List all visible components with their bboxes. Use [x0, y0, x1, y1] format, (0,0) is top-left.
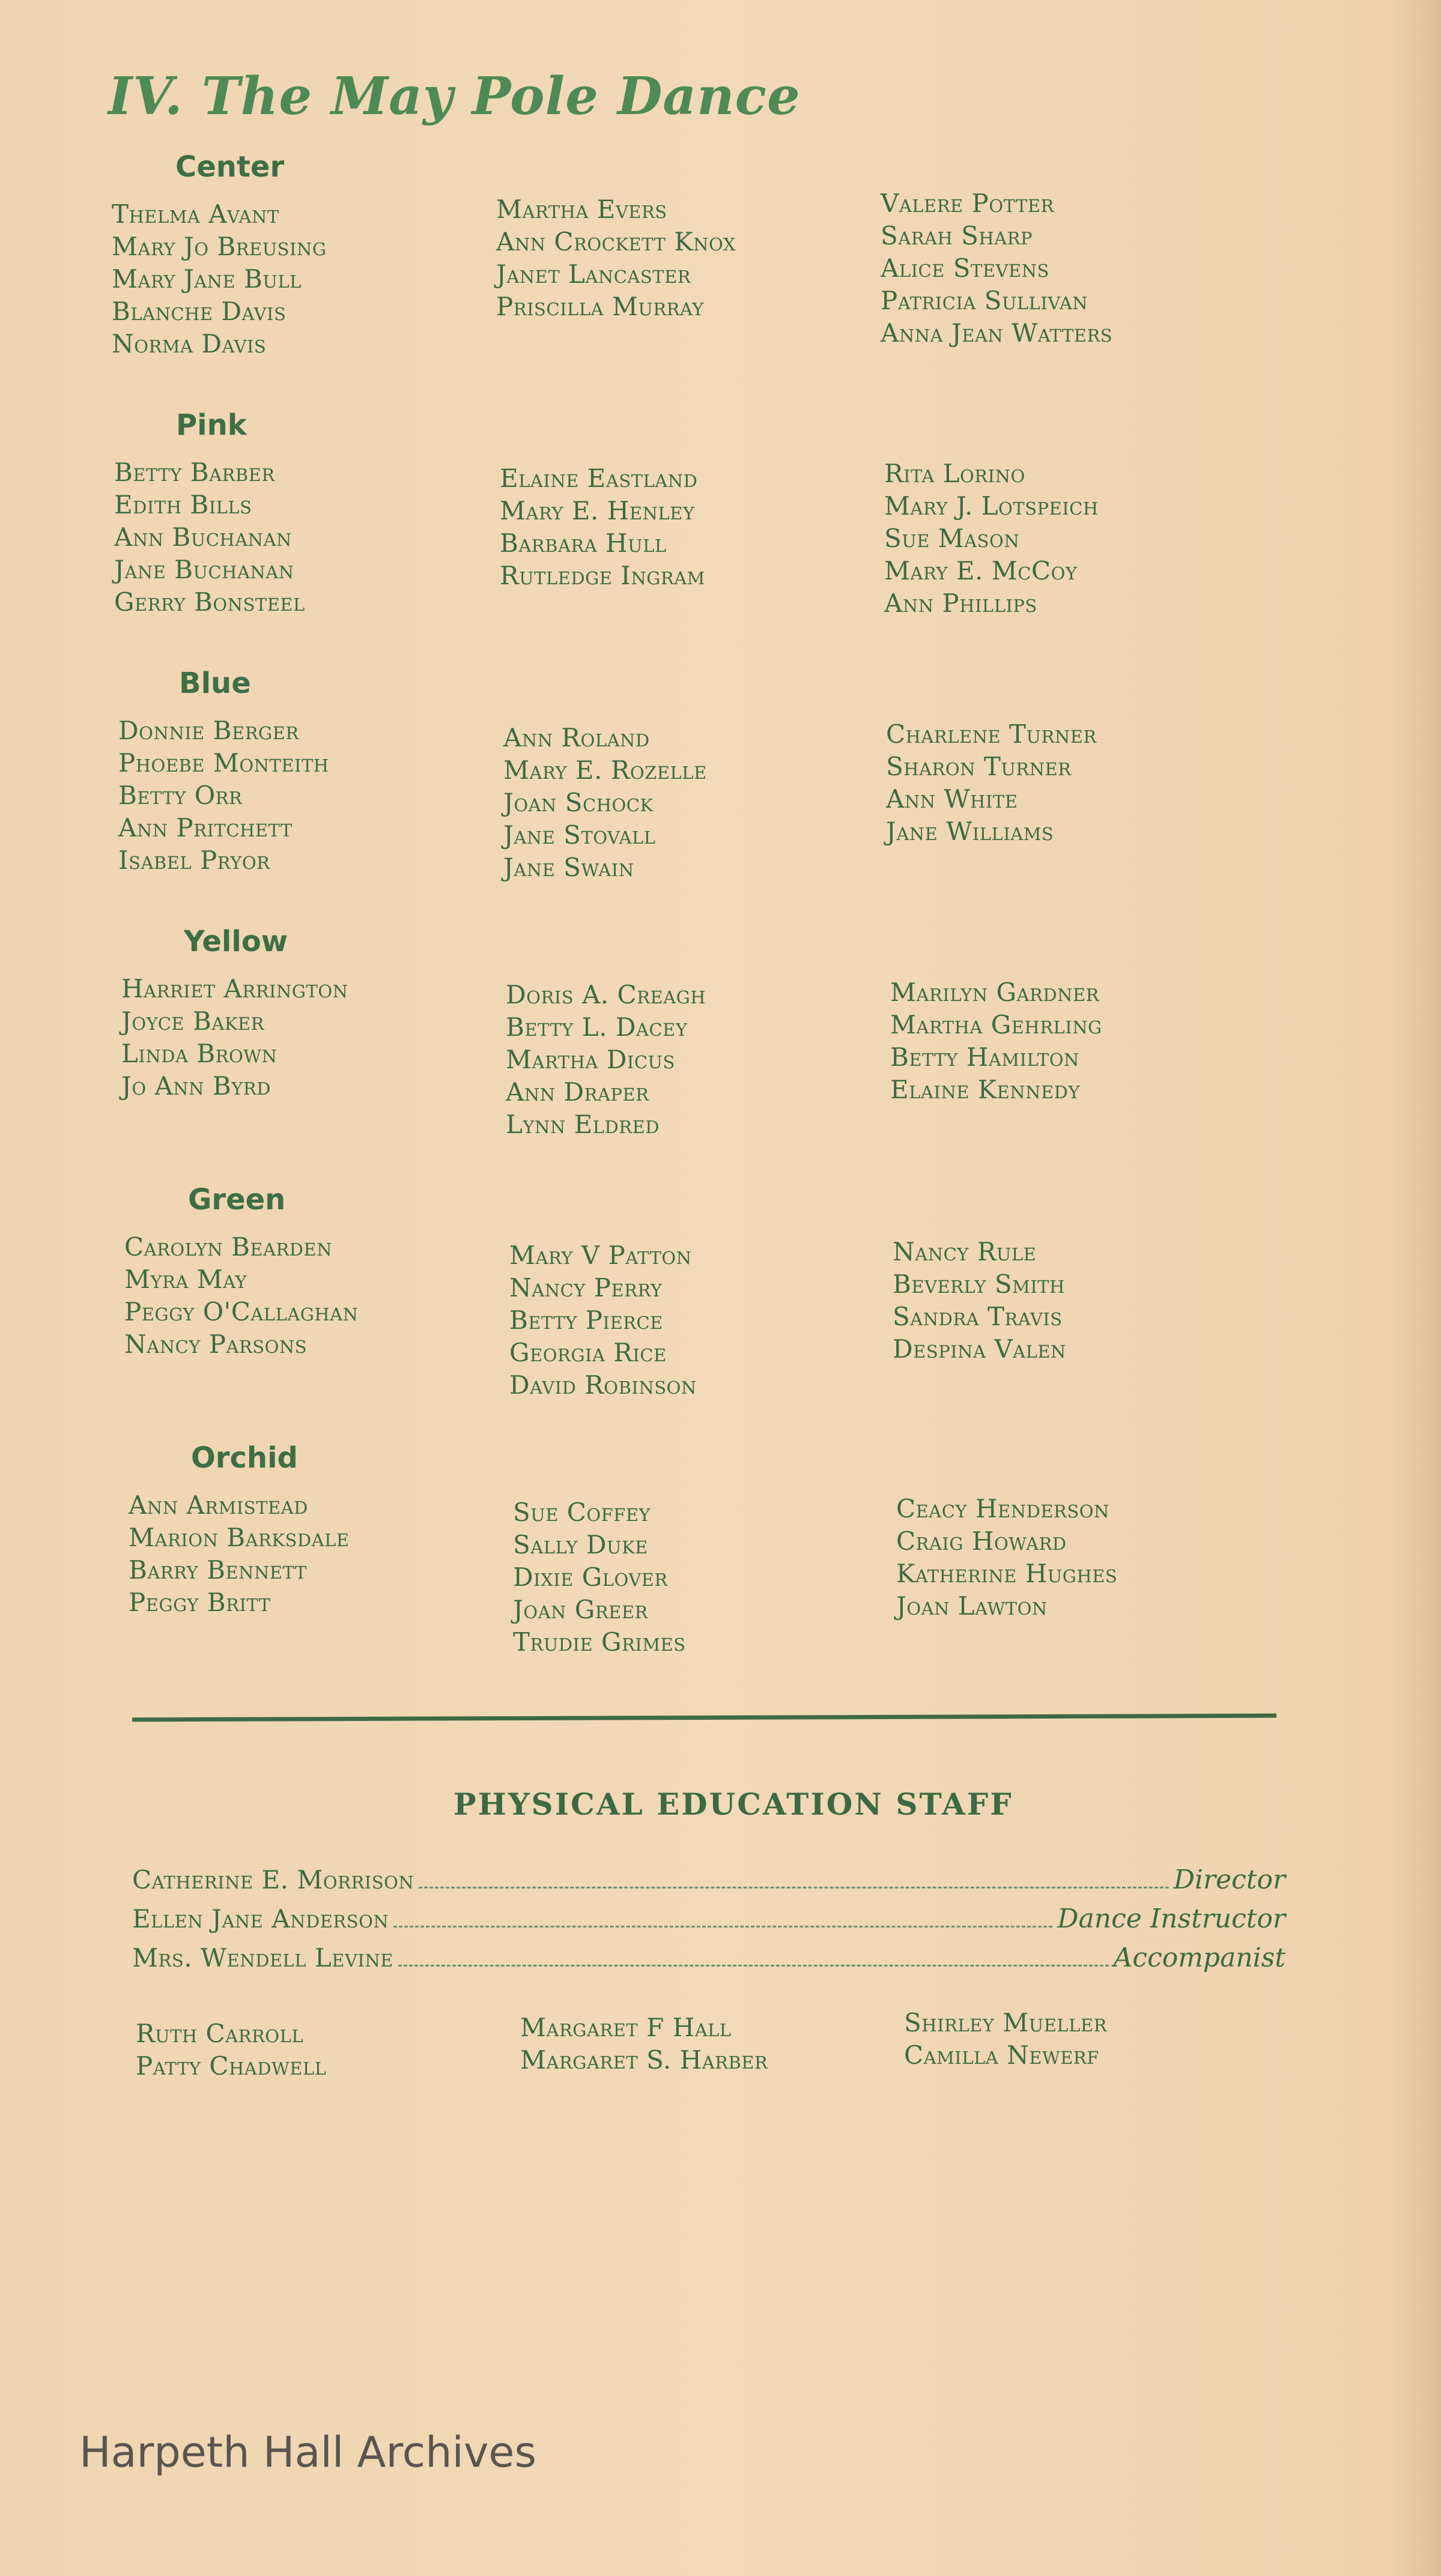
participant-name: Rutledge Ingram: [500, 561, 705, 590]
participant-name: David Robinson: [509, 1370, 697, 1400]
participant-name: Myra May: [124, 1265, 247, 1294]
participant-name: Katherine Hughes: [896, 1559, 1118, 1588]
participant-name: Betty Hamilton: [890, 1042, 1079, 1072]
participant-name: Patricia Sullivan: [881, 286, 1088, 315]
participant-name: Joan Lawton: [896, 1591, 1048, 1621]
name-column: [896, 1493, 1281, 1622]
name-column: [884, 458, 1269, 620]
participant-name: Nancy Rule: [893, 1237, 1037, 1266]
staff-role-line: [132, 1864, 1285, 1900]
participant-name: Marilyn Gardner: [890, 978, 1099, 1007]
participant-name: Jane Buchanan: [114, 555, 294, 584]
participant-name: Barbara Hull: [500, 528, 667, 558]
participant-name: Thelma Avant: [112, 199, 279, 229]
name-column: [124, 1231, 509, 1361]
participant-name: Ann Draper: [506, 1077, 649, 1107]
participant-name: Ann Roland: [503, 723, 650, 752]
staff-member-name: Camilla Newerf: [904, 2040, 1099, 2070]
staff-name: Mrs. Wendell Levine: [132, 1943, 393, 1973]
participant-name: Janet Lancaster: [496, 259, 691, 289]
participant-name: Anna Jean Watters: [881, 318, 1113, 348]
participant-name: Trudie Grimes: [513, 1627, 686, 1657]
name-column: [506, 979, 890, 1141]
name-column: [118, 715, 503, 877]
participant-name: Mary Jo Breusing: [112, 232, 327, 261]
name-column: [886, 718, 1270, 848]
participant-name: Blanche Davis: [112, 297, 287, 326]
staff-role-line: [132, 1943, 1285, 1979]
participant-name: Dixie Glover: [513, 1562, 668, 1592]
participant-name: Ann Pritchett: [118, 813, 293, 842]
name-column: [881, 187, 1265, 349]
group-label: Green: [188, 1183, 286, 1217]
name-column: [509, 1239, 894, 1401]
participant-name: Carolyn Bearden: [124, 1232, 333, 1262]
participant-name: Mary E. McCoy: [884, 556, 1078, 585]
staff-role-line: [132, 1903, 1285, 1940]
staff-name: Ellen Jane Anderson: [132, 1904, 389, 1934]
participant-name: Priscilla Murray: [496, 292, 704, 321]
staff-role: Director: [1173, 1864, 1285, 1895]
participant-name: Ann Crockett Knox: [496, 227, 736, 256]
group-label: Center: [175, 150, 285, 184]
staff-member-column: [904, 2007, 1288, 2072]
group-label: Yellow: [184, 925, 288, 958]
participant-name: Norma Davis: [112, 329, 267, 358]
group-label: Orchid: [191, 1441, 298, 1475]
participant-name: Ann Armistead: [129, 1490, 308, 1520]
participant-name: Betty Barber: [114, 458, 275, 487]
participant-name: Elaine Kennedy: [890, 1075, 1081, 1104]
name-column: [496, 193, 881, 323]
participant-name: Ceacy Henderson: [896, 1494, 1109, 1523]
participant-name: Isabel Pryor: [118, 845, 270, 875]
name-column: [114, 456, 499, 618]
participant-name: Sue Coffey: [513, 1498, 651, 1527]
participant-name: Sandra Travis: [893, 1302, 1063, 1331]
staff-heading: PHYSICAL EDUCATION STAFF: [454, 1786, 1013, 1822]
dotted-leader: [419, 1871, 1168, 1888]
participant-name: Ann Buchanan: [114, 522, 292, 552]
participant-name: Harriet Arrington: [121, 974, 348, 1003]
participant-name: Mary E. Rozelle: [503, 755, 707, 785]
staff-member-column: [136, 2018, 520, 2082]
participant-name: Peggy O'Callaghan: [124, 1297, 359, 1326]
participant-name: Elaine Eastland: [500, 464, 698, 493]
participant-name: Joyce Baker: [121, 1006, 264, 1036]
participant-name: Martha Gehrling: [890, 1010, 1102, 1039]
participant-name: Linda Brown: [121, 1039, 278, 1068]
staff-member-name: Ruth Carroll: [136, 2019, 304, 2048]
page-edge-shadow: [1393, 0, 1441, 2576]
participant-name: Betty Pierce: [509, 1305, 663, 1335]
participant-name: Jo Ann Byrd: [121, 1071, 271, 1101]
participant-name: Gerry Bonsteel: [114, 587, 305, 617]
participant-name: Sarah Sharp: [881, 221, 1033, 250]
participant-name: Valere Potter: [881, 189, 1054, 218]
participant-name: Barry Bennett: [129, 1555, 307, 1585]
name-column: [121, 973, 506, 1102]
name-column: [503, 722, 888, 884]
participant-name: Phoebe Monteith: [118, 748, 329, 778]
participant-name: Rita Lorino: [884, 459, 1025, 488]
participant-name: Alice Stevens: [881, 253, 1049, 283]
participant-name: Donnie Berger: [118, 716, 299, 745]
participant-name: Betty Orr: [118, 781, 243, 810]
name-column: [890, 976, 1275, 1106]
participant-name: Ann Phillips: [884, 588, 1037, 618]
group-label: Pink: [176, 408, 247, 442]
participant-name: Ann White: [886, 784, 1018, 814]
staff-name: Catherine E. Morrison: [132, 1865, 414, 1894]
group-label: Blue: [179, 667, 251, 700]
staff-role: Accompanist: [1113, 1943, 1285, 1973]
staff-member-name: Patty Chadwell: [136, 2051, 327, 2081]
participant-name: Joan Schock: [503, 788, 654, 817]
participant-name: Nancy Parsons: [124, 1329, 308, 1359]
participant-name: Mary Jane Bull: [112, 264, 302, 294]
staff-member-column: [520, 2012, 905, 2076]
name-column: [500, 462, 884, 592]
participant-name: Lynn Eldred: [506, 1110, 660, 1139]
name-column: [513, 1496, 897, 1658]
participant-name: Marion Barksdale: [129, 1523, 350, 1552]
participant-name: Craig Howard: [896, 1526, 1067, 1556]
staff-member-name: Margaret F Hall: [520, 2013, 732, 2042]
name-column: [112, 198, 496, 360]
participant-name: Despina Valen: [893, 1334, 1066, 1364]
archive-watermark: Harpeth Hall Archives: [79, 2428, 536, 2477]
participant-name: Sharon Turner: [886, 752, 1072, 781]
dotted-leader: [393, 1910, 1052, 1927]
section-title: IV. The May Pole Dance: [108, 66, 801, 127]
staff-member-name: Shirley Mueller: [904, 2008, 1107, 2037]
participant-name: Charlene Turner: [886, 719, 1097, 749]
participant-name: Martha Dicus: [506, 1045, 675, 1074]
participant-name: Joan Greer: [513, 1595, 648, 1624]
participant-name: Martha Evers: [496, 195, 667, 224]
dotted-leader: [398, 1949, 1109, 1967]
participant-name: Edith Bills: [114, 490, 252, 519]
participant-name: Betty L. Dacey: [506, 1012, 688, 1042]
participant-name: Sally Duke: [513, 1530, 648, 1559]
participant-name: Beverly Smith: [893, 1269, 1065, 1299]
participant-name: Jane Stovall: [503, 820, 656, 850]
staff-member-name: Margaret S. Harber: [520, 2045, 768, 2075]
participant-name: Doris A. Creagh: [506, 980, 706, 1009]
staff-role: Dance Instructor: [1057, 1903, 1285, 1934]
name-column: [129, 1489, 513, 1619]
participant-name: Nancy Perry: [509, 1273, 663, 1302]
participant-name: Jane Swain: [503, 853, 634, 882]
participant-name: Mary E. Henley: [500, 496, 695, 525]
participant-name: Georgia Rice: [509, 1338, 667, 1367]
participant-name: Mary V Patton: [509, 1241, 692, 1270]
participant-name: Peggy Britt: [129, 1588, 271, 1617]
participant-name: Jane Williams: [886, 817, 1054, 846]
participant-name: Mary J. Lotspeich: [884, 491, 1099, 521]
name-column: [893, 1236, 1277, 1365]
participant-name: Sue Mason: [884, 524, 1020, 553]
